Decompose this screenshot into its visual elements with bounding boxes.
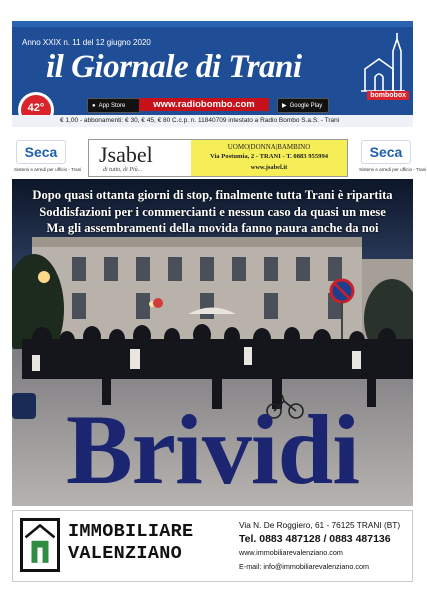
jsabel-category: UOMO|DONNA|BAMBINO	[227, 143, 311, 151]
agency-phone: Tel. 0883 487128 / 0883 487136	[239, 532, 391, 545]
price-subscription-line: € 1,00 - abbonamenti: € 30, € 45, € 80 C.c.p. n. 11840709 intestato a Radio Bombo S.a.S. - Trani	[12, 115, 413, 127]
google-play-button[interactable]	[277, 98, 329, 113]
masthead-stripe	[12, 21, 413, 27]
seca-subtitle: Sistemi e arredi per ufficio - Trani	[359, 167, 427, 172]
cathedral-icon	[357, 29, 407, 99]
seca-logo: Seca	[16, 140, 66, 164]
agency-name-line-2: VALENZIANO	[68, 543, 183, 564]
website-link[interactable]: www.radiobombo.com	[139, 98, 269, 111]
play-icon: ▶	[282, 103, 287, 109]
app-store-button[interactable]	[87, 98, 140, 113]
headline-line-2: Soddisfazioni per i commercianti e nessun caso da quasi un mese	[39, 204, 386, 219]
seca-ad-left[interactable]	[14, 137, 82, 177]
jsabel-website: www.jsabel.it	[250, 164, 288, 171]
apple-icon: ●	[92, 102, 96, 109]
jsabel-info-panel	[191, 140, 347, 176]
app-store-label: App Store	[98, 102, 126, 109]
newspaper-title: il Giornale di Trani	[46, 49, 302, 85]
bombobox-badge: bombobox	[367, 91, 409, 100]
agency-name	[68, 521, 193, 565]
headline-line-1: Dopo quasi ottanta giorni di stop, finalmente tutta Trani è ripartita	[32, 188, 393, 202]
ads-row	[12, 137, 427, 177]
masthead	[12, 21, 413, 127]
anniversary-number: 42°	[27, 102, 45, 114]
jsabel-address: Via Postumia, 2 - TRANI - T. 0883 955994	[209, 153, 329, 160]
seca-ad-right[interactable]	[359, 137, 427, 177]
agency-email[interactable]: E-mail: info@immobiliarevalenziano.com	[239, 561, 369, 571]
immobiliare-logo-icon	[20, 518, 60, 572]
agency-website[interactable]: www.immobiliarevalenziano.com	[239, 548, 343, 557]
jsabel-tagline: di tutto, di Più...	[103, 167, 143, 173]
google-play-label: Google Play	[289, 102, 323, 109]
jsabel-logo: Jsabel	[99, 142, 153, 167]
immobiliare-ad[interactable]	[12, 510, 413, 582]
agency-contacts	[239, 519, 400, 573]
main-headline: Brividi	[65, 394, 360, 505]
cover-photo	[12, 179, 413, 506]
headline-line-3: Ma gli assembramenti della movida fanno paura anche da noi	[46, 221, 379, 235]
headline-block	[12, 187, 413, 237]
jsabel-ad[interactable]	[88, 139, 348, 177]
agency-name-line-1: IMMOBILIARE	[68, 521, 194, 542]
agency-address: Via N. De Roggiero, 61 - 76125 TRANI (BT)	[239, 520, 401, 530]
issue-info: Anno XXIX n. 11 del 12 giugno 2020	[22, 38, 151, 47]
seca-subtitle: Sistemi e arredi per ufficio - Trani	[14, 167, 82, 172]
seca-logo: Seca	[361, 140, 411, 164]
